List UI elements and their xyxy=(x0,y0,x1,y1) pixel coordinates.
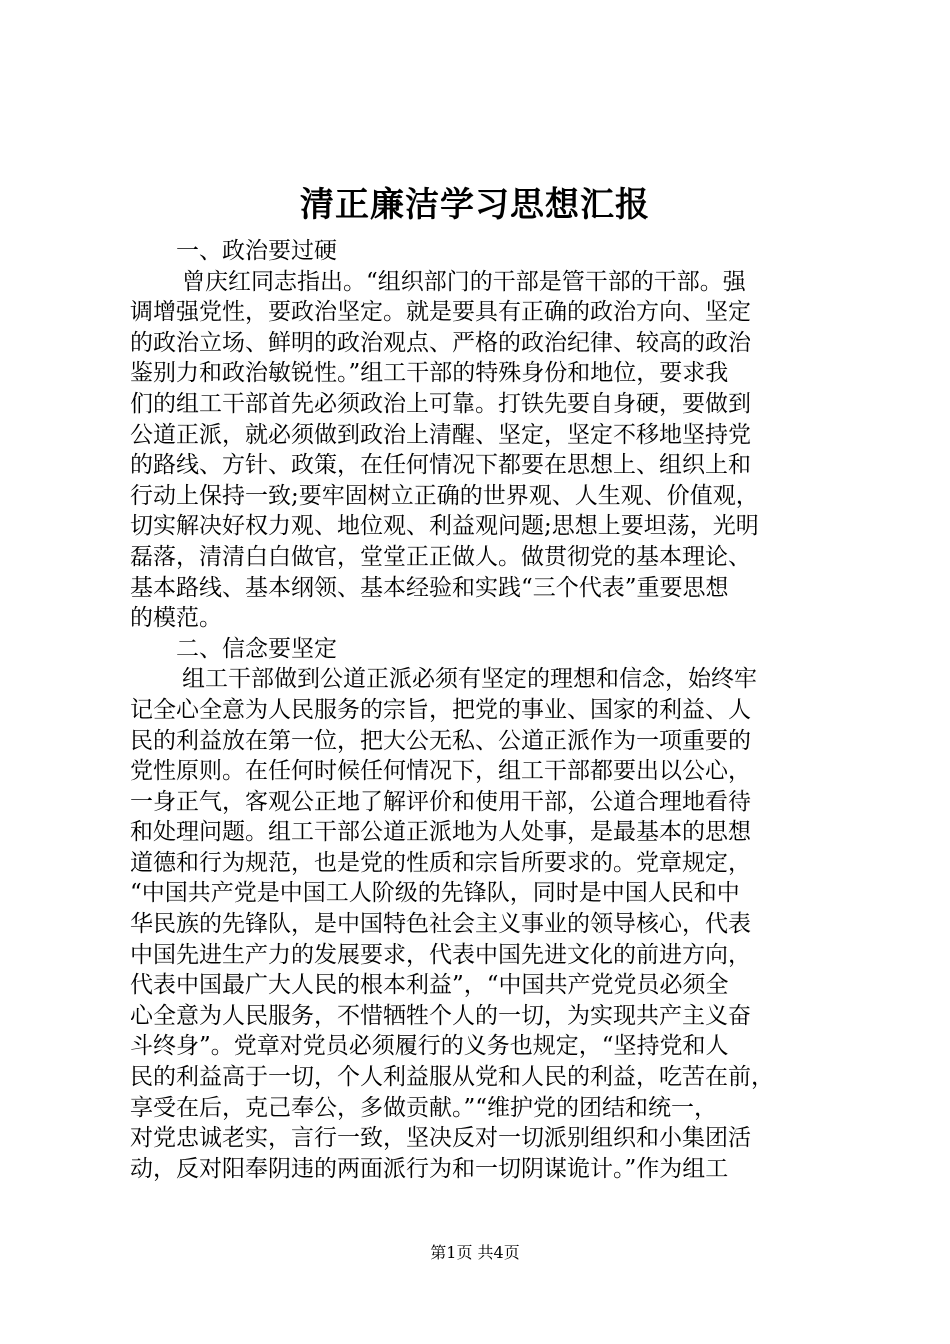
paragraph-line: 和处理问题。组工干部公道正派地为人处事，是最基本的思想 xyxy=(130,819,751,846)
paragraph-line: 党性原则。在任何时候任何情况下，组工干部都要出以公心， xyxy=(130,758,751,785)
document-body xyxy=(130,236,830,1184)
section-heading: 二、信念要坚定 xyxy=(176,635,337,662)
paragraph-line: 斗终身”。党章对党员必须履行的义务也规定，“坚持党和人 xyxy=(130,1033,729,1060)
paragraph-line: 道德和行为规范，也是党的性质和宗旨所要求的。党章规定， xyxy=(130,849,751,876)
paragraph-line: 行动上保持一致;要牢固树立正确的世界观、人生观、价值观， xyxy=(130,482,759,509)
paragraph-line: 公道正派，就必须做到政治上清醒、坚定，坚定不移地坚持党 xyxy=(130,421,751,448)
paragraph-line: 曾庆红同志指出。“组织部门的干部是管干部的干部。强 xyxy=(182,268,746,295)
paragraph-line: 华民族的先锋队，是中国特色社会主义事业的领导核心，代表 xyxy=(130,911,751,938)
paragraph-line: 的路线、方针、政策，在任何情况下都要在思想上、组织上和 xyxy=(130,452,751,479)
paragraph-line: 磊落，清清白白做官，堂堂正正做人。做贯彻党的基本理论、 xyxy=(130,543,751,570)
paragraph-line: 组工干部做到公道正派必须有坚定的理想和信念，始终牢 xyxy=(182,666,757,693)
paragraph-line: 记全心全意为人民服务的宗旨，把党的事业、国家的利益、人 xyxy=(130,696,751,723)
paragraph-line: 一身正气，客观公正地了解评价和使用干部，公道合理地看待 xyxy=(130,788,751,815)
paragraph-line: 们的组工干部首先必须政治上可靠。打铁先要自身硬，要做到 xyxy=(130,390,751,417)
paragraph-line: 心全意为人民服务，不惜牺牲个人的一切，为实现共产主义奋 xyxy=(130,1002,751,1029)
paragraph-line: 动，反对阳奉阴违的两面派行为和一切阴谋诡计。”作为组工 xyxy=(130,1155,729,1182)
document-title: 清正廉洁学习思想汇报 xyxy=(300,185,650,225)
paragraph-line: 基本路线、基本纲领、基本经验和实践“三个代表”重要思想 xyxy=(130,574,729,601)
paragraph-line: 鉴别力和政治敏锐性。”组工干部的特殊身份和地位，要求我 xyxy=(130,360,729,387)
paragraph-line: 的政治立场、鲜明的政治观点、严格的政治纪律、较高的政治 xyxy=(130,329,751,356)
paragraph-line: 对党忠诚老实，言行一致，坚决反对一切派别组织和小集团活 xyxy=(130,1125,751,1152)
paragraph-line: 的模范。 xyxy=(130,605,222,632)
paragraph-line: 调增强党性，要政治坚定。就是要具有正确的政治方向、坚定 xyxy=(130,299,751,326)
page-number-footer: 第1页 共4页 xyxy=(430,1243,520,1262)
paragraph-line: 民的利益高于一切，个人利益服从党和人民的利益，吃苦在前， xyxy=(130,1064,774,1091)
paragraph-line: 享受在后，克己奉公，多做贡献。”“维护党的团结和统一， xyxy=(130,1094,718,1121)
paragraph-line: 代表中国最广大人民的根本利益”，“中国共产党党员必须全 xyxy=(130,972,729,999)
section-heading: 一、政治要过硬 xyxy=(176,238,337,264)
paragraph-line: 中国先进生产力的发展要求，代表中国先进文化的前进方向， xyxy=(130,941,751,968)
paragraph-line: 民的利益放在第一位，把大公无私、公道正派作为一项重要的 xyxy=(130,727,751,754)
paragraph-line: 切实解决好权力观、地位观、利益观问题;思想上要坦荡，光明 xyxy=(130,513,759,540)
paragraph-line: “中国共产党是中国工人阶级的先锋队，同时是中国人民和中 xyxy=(130,880,740,907)
